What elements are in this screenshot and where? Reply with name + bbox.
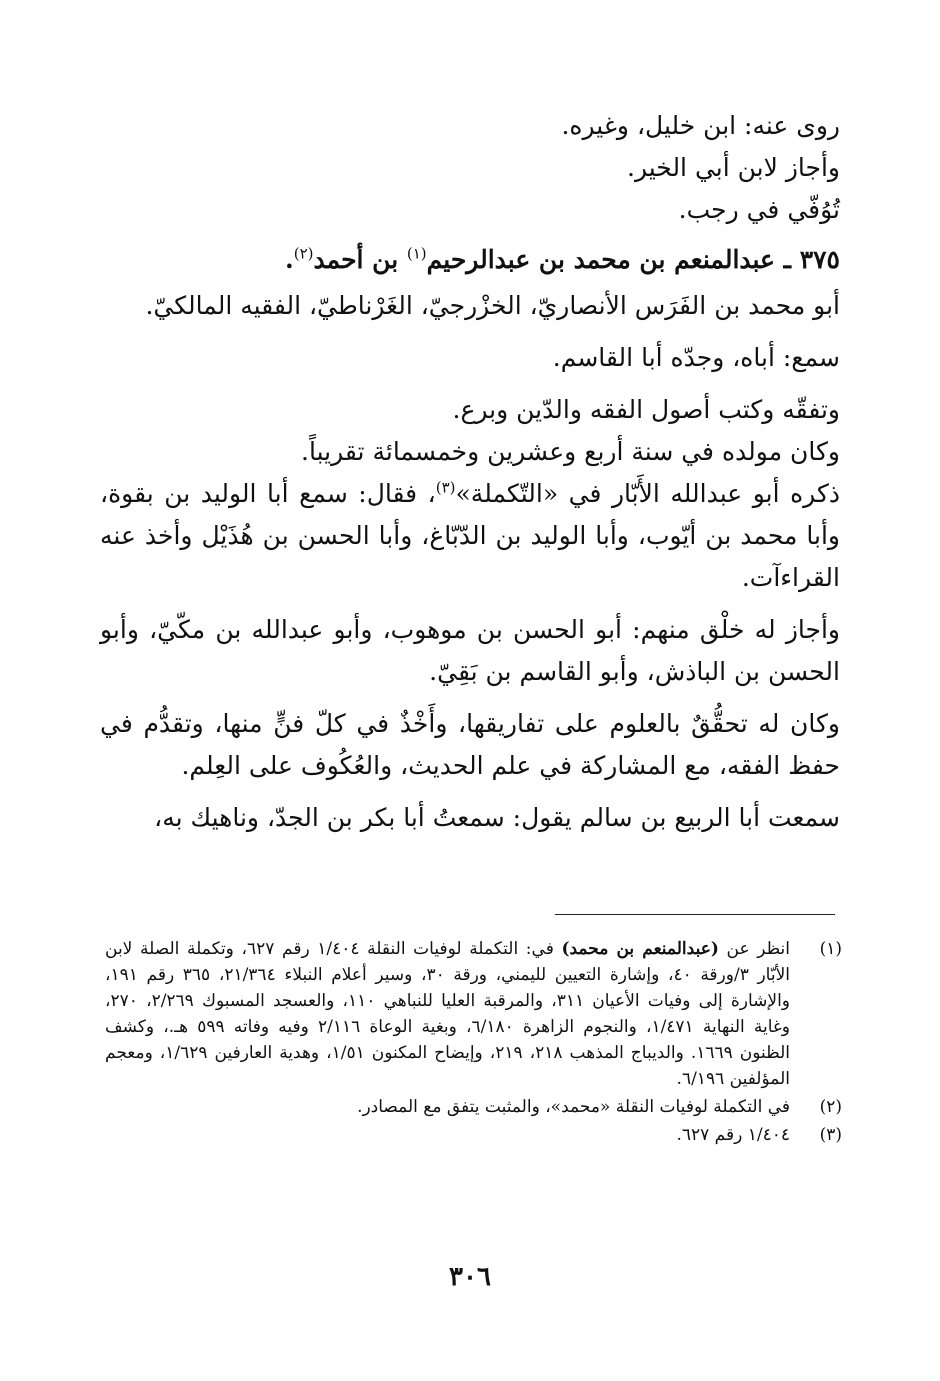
ijaza-paragraph: وأجاز له خلْق منهم: أبو الحسن بن موهوب، وأبو عبدالله بن مكّيّ، وأبو الحسن بن الباذش، وأبو القاسم بن بَقِيّ. <box>100 615 840 686</box>
abbar-text-continued: ، فقال: سمع أبا الوليد بن بقوة، وأبا محمد بن أيّوب، وأبا الوليد بن الدّبّاغ، وأبا الحسن بن هُذَيْل وأخذ عنه القراءآت. <box>100 479 840 592</box>
footnote-bold-name: (عبدالمنعم بن محمد) <box>561 939 719 959</box>
footnote-number: (١) <box>819 939 842 959</box>
tahaqquq-paragraph: وكان له تحقُّقٌ بالعلوم على تفاريقها، وأَخْذٌ في كلّ فنٍّ منها، وتقدُّم في حفظ الفقه، مع المشاركة في علم الحديث، والعُكُوف على العِلم. <box>100 709 840 780</box>
abbar-text: ذكره أبو عبدالله الأَبّار في «التّكملة» <box>455 479 840 508</box>
death-line: تُوُفّي في رجب. <box>678 195 840 224</box>
footnote-ref-3: (٣) <box>435 478 456 497</box>
abbar-paragraph <box>100 473 840 599</box>
footnote-text-prefix: انظر عن <box>718 939 790 959</box>
footnote-3 <box>105 1122 842 1148</box>
footnote-text <box>105 936 790 1092</box>
footnotes <box>105 936 842 1150</box>
heading-name-continued: بن أحمد <box>313 245 407 274</box>
footnote-text: ١/٤٠٤ رقم ٦٢٧. <box>676 1125 790 1145</box>
birth-line: وكان مولده في سنة أربع وعشرين وخمسمائة تقريباً. <box>301 437 840 466</box>
kunya-line: أبو محمد بن الفَرَس الأنصاريّ، الخزْرجيّ، الغَرْناطيّ، الفقيه المالكيّ. <box>145 291 840 320</box>
footnote-ref-2: (٢) <box>293 244 314 263</box>
page-number: ٣٠٦ <box>449 1262 491 1292</box>
footnote-separator <box>555 914 835 915</box>
footnote-2 <box>105 1094 842 1120</box>
ijaza-line: وأجاز لابن أبي الخير. <box>627 153 840 182</box>
last-line: سمعت أبا الربيع بن سالم يقول: سمعتُ أبا بكر بن الجدّ، وناهيك به، <box>154 803 840 832</box>
narrator-line: روى عنه: ابن خليل، وغيره. <box>561 111 840 140</box>
biography-heading <box>100 239 840 281</box>
footnote-text: في التكملة لوفيات النقلة «محمد»، والمثبت يتفق مع المصادر. <box>357 1097 790 1117</box>
heading-end: . <box>285 245 294 274</box>
footnote-ref-1: (١) <box>406 244 427 263</box>
footnote-number: (٢) <box>819 1097 842 1117</box>
footnote-number: (٣) <box>819 1125 842 1145</box>
main-text <box>100 105 840 839</box>
heard-line: سمع: أباه، وجدّه أبا القاسم. <box>552 343 840 372</box>
heading-name: ٣٧٥ ـ عبدالمنعم بن محمد بن عبدالرحيم <box>426 245 840 274</box>
footnote-1 <box>105 936 842 1092</box>
studied-line: وتفقّه وكتب أصول الفقه والدّين وبرع. <box>452 395 840 424</box>
footnote-text-body: في: التكملة لوفيات النقلة ١/٤٠٤ رقم ٦٢٧، وتكملة الصلة لابن الأبّار ٣/ورقة ٤٠، وإشارة التعيين لليمني، ورقة ٣٠، وسير أعلام النبلاء ٢١/٣٦٤، ٣٦٥ رقم ١٩١، والإشارة إلى وفيات الأعيان ٣١١، والمرقبة العليا للنباهي ١١٠، والعسجد المسبوك ٢/٢٦٩، ٢٧٠، وغاية النهاية ١/٤٧١، والنجوم الزاهرة ٦/١٨٠، وبغية الوعاة ٢/١١٦ وفيه وفاته ٥٩٩ هـ.، وكشف الظنون ١٦٦٩. والديباج المذهب ٢١٨، ٢١٩، وإيضاح المكنون ١/٥١، وهدية العارفين ١/٦٢٩، ومعجم المؤلفين ٦/١٩٦. <box>105 939 791 1089</box>
